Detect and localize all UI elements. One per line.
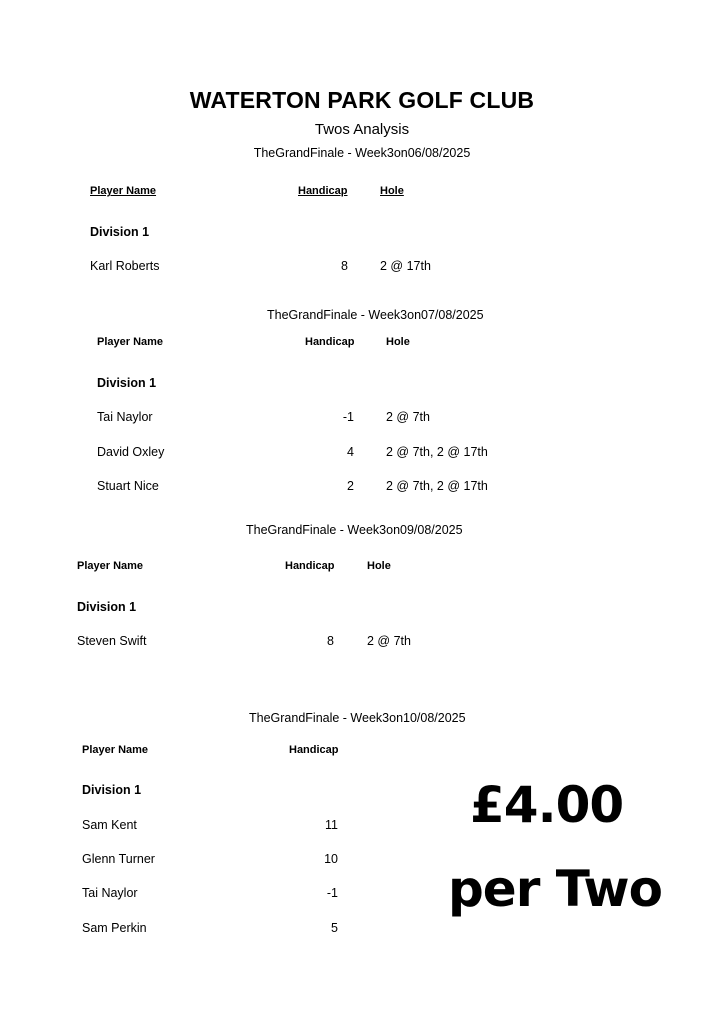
price-unit-label: per Two [448,860,662,918]
division-label: Division 1 [82,783,142,797]
col-header-player: Player Name [82,744,149,756]
player-handicap: 5 [331,921,338,935]
player-name: Glenn Turner [82,852,155,866]
player-hole: 2 @ 7th [367,634,411,648]
col-header-handicap: Handicap [285,560,335,572]
player-handicap: -1 [342,410,354,424]
col-header-player: Player Name [90,185,157,197]
player-handicap: -1 [326,886,338,900]
player-handicap: 11 [325,818,338,832]
section-title: TheGrandFinale - Week3on09/08/2025 [246,523,463,537]
player-name: Tai Naylor [82,886,138,900]
club-title: WATERTON PARK GOLF CLUB [189,87,535,113]
division-label: Division 1 [77,600,137,614]
col-header-hole: Hole [367,560,391,572]
section-title: TheGrandFinale - Week3on07/08/2025 [267,308,484,322]
division-label: Division 1 [97,376,157,390]
player-name: Tai Naylor [97,410,153,424]
col-header-player: Player Name [77,560,144,572]
col-header-hole: Hole [380,185,404,197]
col-header-handicap: Handicap [289,744,339,756]
division-label: Division 1 [90,225,150,239]
price-label: £4.00 [470,776,624,834]
col-header-hole: Hole [386,336,410,348]
player-name: Sam Perkin [82,921,147,935]
player-name: Karl Roberts [90,259,160,273]
player-handicap: 2 [347,479,354,493]
player-hole: 2 @ 17th [380,259,431,273]
player-handicap: 8 [341,259,348,273]
player-name: David Oxley [97,445,165,459]
player-hole: 2 @ 7th, 2 @ 17th [386,445,488,459]
player-hole: 2 @ 7th [386,410,430,424]
col-header-player: Player Name [97,336,164,348]
player-handicap: 8 [327,634,334,648]
player-handicap: 10 [324,852,338,866]
section-title: TheGrandFinale - Week3on06/08/2025 [253,146,471,160]
player-name: Steven Swift [77,634,147,648]
section-title: TheGrandFinale - Week3on10/08/2025 [249,711,466,725]
player-name: Stuart Nice [97,479,159,493]
player-handicap: 4 [347,445,354,459]
player-name: Sam Kent [82,818,137,832]
report-subtitle: Twos Analysis [314,121,410,138]
player-hole: 2 @ 7th, 2 @ 17th [386,479,488,493]
col-header-handicap: Handicap [305,336,355,348]
col-header-handicap: Handicap [298,185,348,197]
